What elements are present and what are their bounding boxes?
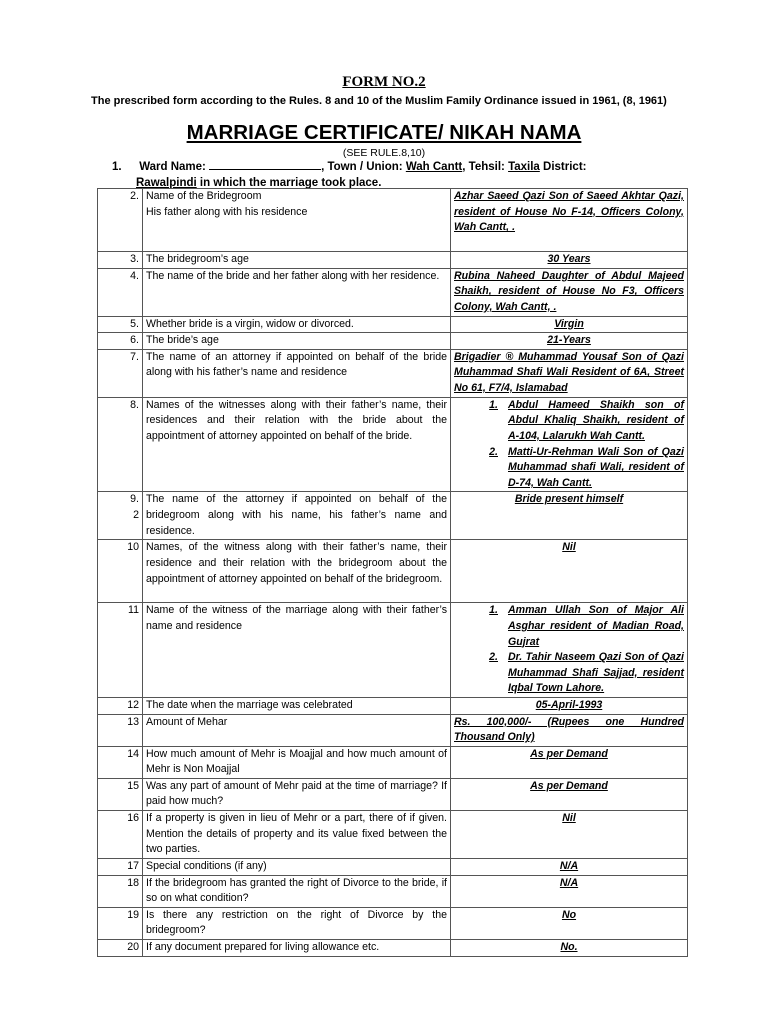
answer-list-text: Amman Ullah Son of Major Ali Asghar resident of Madian Road, Gujrat [508, 604, 684, 648]
answer-list [454, 398, 684, 492]
row-answer: 21-Years [451, 333, 688, 350]
form-number: FORM NO.2 [342, 74, 426, 90]
row-answer: N/A [451, 875, 688, 907]
row-answer [451, 397, 688, 492]
row-answer: 05-April-1993 [451, 697, 688, 714]
row-question: Name of the witness of the marriage along with their father’s name and residence [143, 603, 451, 698]
table-row [98, 875, 688, 907]
answer-list-number: 2. [489, 445, 498, 458]
answer-list-item [454, 445, 684, 492]
row-question: If any document prepared for living allowance etc. [143, 940, 451, 957]
row-answer: 30 Years [451, 252, 688, 269]
row-question: The name of an attorney if appointed on behalf of the bride along with his father’s name and residence [143, 349, 451, 397]
tehsil-value: Taxila [508, 161, 540, 173]
table-row [98, 349, 688, 397]
table-row [98, 252, 688, 269]
ward-blank [209, 158, 321, 170]
answer-list [454, 603, 684, 697]
table-row [98, 189, 688, 252]
row-number: 5. [98, 316, 143, 333]
table-row [98, 697, 688, 714]
row-question: The bridegroom’s age [143, 252, 451, 269]
row-answer: Nil [451, 811, 688, 859]
answer-list-item [454, 603, 684, 650]
row-answer: Virgin [451, 316, 688, 333]
ward-item-number: 1. [112, 161, 122, 173]
row-question: Is there any restriction on the right of Divorce by the bridegroom? [143, 907, 451, 939]
table-row [98, 811, 688, 859]
table-row [98, 746, 688, 778]
row-question: Names, of the witness along with their father’s name, their residence and their relation with the bridegroom about the appointment of attorney appointed on behalf of the bridegroom. [143, 540, 451, 603]
table-row [98, 316, 688, 333]
row-number: 10 [98, 540, 143, 603]
table-row [98, 492, 688, 540]
row-question: The date when the marriage was celebrated [143, 697, 451, 714]
row-question: Whether bride is a virgin, widow or divorced. [143, 316, 451, 333]
row-question: Name of the Bridegroom His father along with his residence [143, 189, 451, 252]
row-question: Special conditions (if any) [143, 859, 451, 876]
table-row [98, 333, 688, 350]
town-label: , Town / Union: [321, 161, 403, 173]
answer-list-text: Matti-Ur-Rehman Wali Son of Qazi Muhammad shafi Wali, resident of D-74, Wah Cantt. [508, 445, 684, 489]
row-number: 11 [98, 603, 143, 698]
row-question: Was any part of amount of Mehr paid at the time of marriage? If paid how much? [143, 778, 451, 810]
table-row [98, 940, 688, 957]
answer-list-text: Dr. Tahir Naseem Qazi Son of Qazi Muhammad Shafi Sajjad, resident Iqbal Town Lahore. [508, 651, 684, 695]
table-row [98, 268, 688, 316]
row-number: 13 [98, 714, 143, 746]
certificate-title: MARRIAGE CERTIFICATE/ NIKAH NAMA [186, 121, 582, 144]
tehsil-label: , Tehsil: [462, 161, 505, 173]
row-answer: Brigadier ® Muhammad Yousaf Son of Qazi Muhammad Shafi Wali Resident of 6A, Street No 61, F7/4, Islamabad [451, 349, 688, 397]
row-number: 12 [98, 697, 143, 714]
row-number: 16 [98, 811, 143, 859]
ward-line-1 [112, 158, 682, 175]
answer-list-number: 1. [489, 604, 498, 617]
answer-list-item [454, 398, 684, 445]
row-answer: Bride present himself [451, 492, 688, 540]
answer-list-number: 1. [489, 398, 498, 411]
table-row [98, 907, 688, 939]
row-number: 15 [98, 778, 143, 810]
district-label: District: [543, 161, 587, 173]
prescribed-note: The prescribed form according to the Rules. 8 and 10 of the Muslim Family Ordinance issued in 1961, (8, 1961) [91, 95, 667, 107]
row-number: 14 [98, 746, 143, 778]
row-question: Names of the witnesses along with their father’s name, their residences and their relation with the bride about the appointment of attorney appointed on behalf of the bride. [143, 397, 451, 492]
row-question: If the bridegroom has granted the right of Divorce to the bride, if so on what condition? [143, 875, 451, 907]
row-number: 2. [98, 189, 143, 252]
row-number: 3. [98, 252, 143, 269]
row-number: 17 [98, 859, 143, 876]
row-answer: Nil [451, 540, 688, 603]
row-question: How much amount of Mehr is Moajjal and how much amount of Mehr is Non Moajjal [143, 746, 451, 778]
row-answer: Rubina Naheed Daughter of Abdul Majeed Shaikh, resident of House No F3, Officers Colony, Wah Cantt, . [451, 268, 688, 316]
table-row [98, 397, 688, 492]
ward-suffix: in which the marriage took place. [199, 177, 382, 189]
row-answer: Azhar Saeed Qazi Son of Saeed Akhtar Qazi, resident of House No F-14, Officers Colony, Wah Cantt, . [451, 189, 688, 252]
row-question: The name of the attorney if appointed on behalf of the bridegroom along with his name, his father’s name and residence. [143, 492, 451, 540]
row-answer: No [451, 907, 688, 939]
row-answer [451, 603, 688, 698]
row-number: 8. [98, 397, 143, 492]
ward-label: Ward Name: [139, 161, 206, 173]
table-row [98, 603, 688, 698]
answer-list-number: 2. [489, 651, 498, 664]
see-rule-note: (SEE RULE.8,10) [342, 147, 426, 159]
table-row [98, 540, 688, 603]
row-number: 18 [98, 875, 143, 907]
certificate-table-body [98, 189, 688, 957]
table-row [98, 778, 688, 810]
row-answer: No. [451, 940, 688, 957]
row-number: 9. 2 [98, 492, 143, 540]
ward-line [112, 158, 682, 191]
table-row [98, 714, 688, 746]
row-number: 4. [98, 268, 143, 316]
row-answer: N/A [451, 859, 688, 876]
town-value: Wah Cantt [405, 161, 463, 173]
row-answer: As per Demand [451, 778, 688, 810]
row-answer: As per Demand [451, 746, 688, 778]
row-number: 20 [98, 940, 143, 957]
row-question: If a property is given in lieu of Mehr or a part, there of if given. Mention the details of property and its value fixed between the two parties. [143, 811, 451, 859]
row-number: 7. [98, 349, 143, 397]
row-answer: Rs. 100,000/- (Rupees one Hundred Thousand Only) [451, 714, 688, 746]
row-question: Amount of Mehar [143, 714, 451, 746]
table-row [98, 859, 688, 876]
row-number: 19 [98, 907, 143, 939]
row-question: The bride’s age [143, 333, 451, 350]
district-value: Rawalpindi [136, 177, 197, 189]
answer-list-text: Abdul Hameed Shaikh son of Abdul Khaliq Shaikh, resident of A-104, Lalarukh Wah Cantt. [508, 398, 684, 442]
answer-list-item [454, 650, 684, 697]
certificate-table [97, 188, 688, 957]
row-question: The name of the bride and her father along with her residence. [143, 268, 451, 316]
row-number: 6. [98, 333, 143, 350]
